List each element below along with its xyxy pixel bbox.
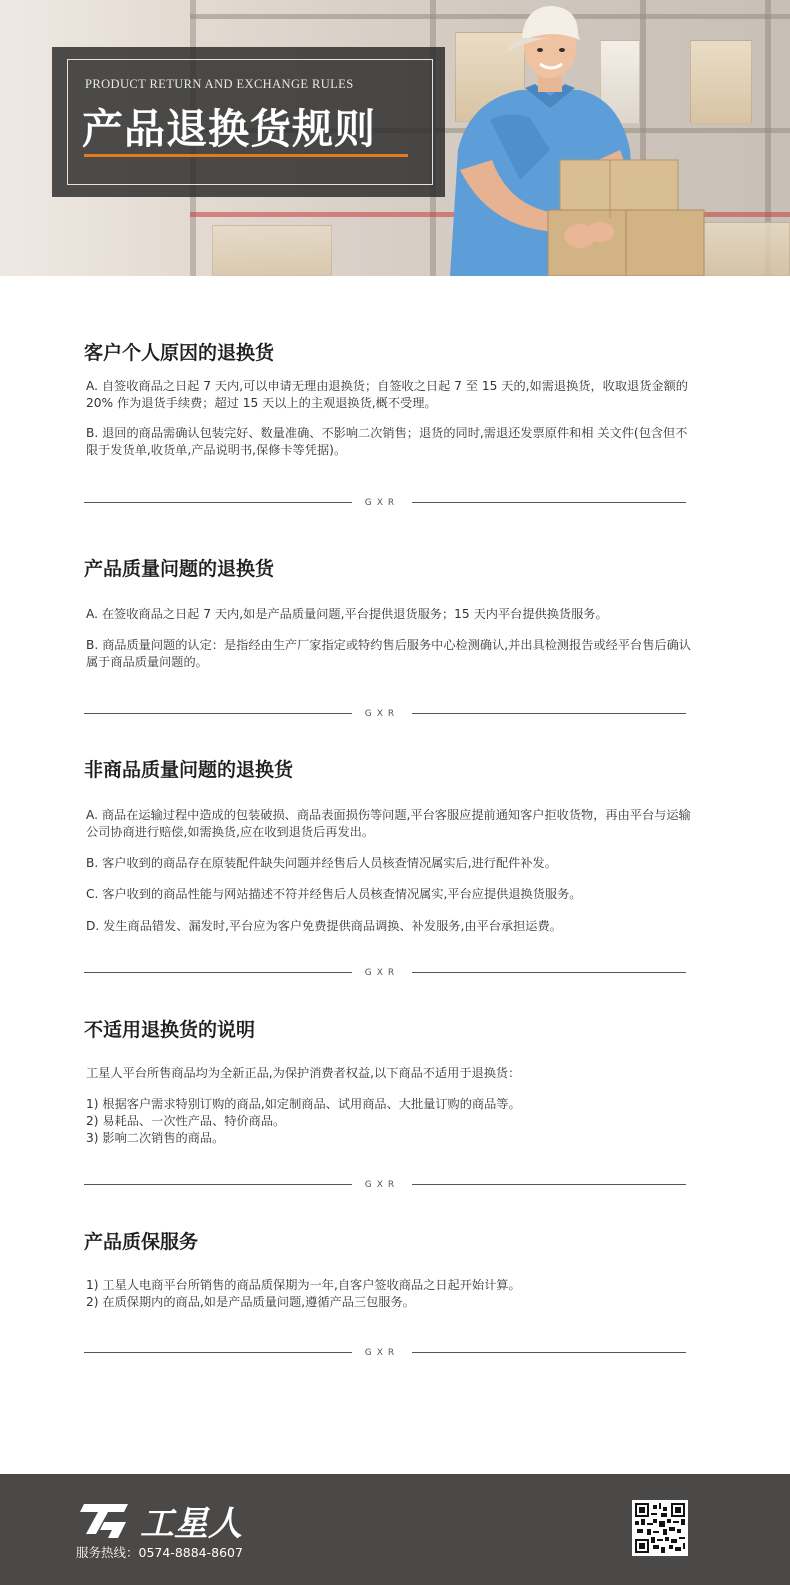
section-title-quality-issue: 产品质量问题的退换货 xyxy=(84,558,275,580)
section-title-not-applicable: 不适用退换货的说明 xyxy=(84,1019,256,1041)
page-subtitle: PRODUCT RETURN AND EXCHANGE RULES xyxy=(85,77,354,91)
section-paragraph: C. 客户收到的商品性能与网站描述不符并经售后人员核查情况属实,平台应提供退换货服务。 xyxy=(86,887,582,901)
courier-illustration xyxy=(430,0,730,276)
section-paragraph: B. 商品质量问题的认定：是指经由生产厂家指定或特约售后服务中心检测确认,并出具检测报告或经平台售后确认属于商品质量问题的。 xyxy=(86,638,691,669)
title-underline xyxy=(84,154,408,157)
list-item: 2) 在质保期内的商品,如是产品质量问题,遵循产品三包服务。 xyxy=(86,1295,415,1309)
qr-code-icon[interactable] xyxy=(632,1500,688,1556)
page-title: 产品退换货规则 xyxy=(82,105,376,153)
service-hotline: 服务热线：0574-8884-8607 xyxy=(76,1545,243,1560)
section-title-personal-reason: 客户个人原因的退换货 xyxy=(84,342,275,364)
section-paragraph: A. 商品在运输过程中造成的包装破损、商品表面损伤等问题,平台客服应提前通知客户拒收货物，再由平台与运输公司协商进行赔偿,如需换货,应在收到退货后再发出。 xyxy=(86,808,691,839)
section-paragraph: A. 自签收商品之日起 7 天内,可以申请无理由退换货；自签收之日起 7 至 15 天的,如需退换货，收取退货金额的 20% 作为退货手续费；超过 15 天以上的主观退换货,概不受理。 xyxy=(86,379,688,410)
section-divider xyxy=(84,1346,686,1360)
hero-banner xyxy=(0,0,790,276)
brand-name: 工星人 xyxy=(140,1504,242,1544)
section-paragraph: B. 退回的商品需确认包装完好、数量准确、不影响二次销售；退货的同时,需退还发票原件和相 关文件(包含但不限于发货单,收货单,产品说明书,保修卡等凭据)。 xyxy=(86,426,688,457)
section-divider xyxy=(84,707,686,721)
section-paragraph: A. 在签收商品之日起 7 天内,如是产品质量问题,平台提供退货服务；15 天内平台提供换货服务。 xyxy=(86,607,608,621)
brand-logo-icon xyxy=(78,1500,130,1538)
divider-mark: GXR xyxy=(364,968,400,978)
section-divider xyxy=(84,966,686,980)
divider-mark: GXR xyxy=(364,709,400,719)
section-divider xyxy=(84,496,686,510)
list-item: 2) 易耗品、一次性产品、特价商品。 xyxy=(86,1114,286,1128)
shelf-box xyxy=(212,225,332,276)
section-paragraph: D. 发生商品错发、漏发时,平台应为客户免费提供商品调换、补发服务,由平台承担运费。 xyxy=(86,919,562,933)
divider-mark: GXR xyxy=(364,1348,400,1358)
list-item: 1) 工星人电商平台所销售的商品质保期为一年,自客户签收商品之日起开始计算。 xyxy=(86,1278,521,1292)
list-item: 1) 根据客户需求特别订购的商品,如定制商品、试用商品、大批量订购的商品等。 xyxy=(86,1097,521,1111)
list-item: 3) 影响二次销售的商品。 xyxy=(86,1131,225,1145)
divider-mark: GXR xyxy=(364,1180,400,1190)
section-paragraph: B. 客户收到的商品存在原装配件缺失问题并经售后人员核查情况属实后,进行配件补发。 xyxy=(86,856,557,870)
section-title-warranty: 产品质保服务 xyxy=(84,1231,199,1253)
section-divider xyxy=(84,1178,686,1192)
section-paragraph: 工星人平台所售商品均为全新正品,为保护消费者权益,以下商品不适用于退换货： xyxy=(86,1066,521,1080)
section-title-non-quality-issue: 非商品质量问题的退换货 xyxy=(84,759,294,781)
divider-mark: GXR xyxy=(364,498,400,508)
